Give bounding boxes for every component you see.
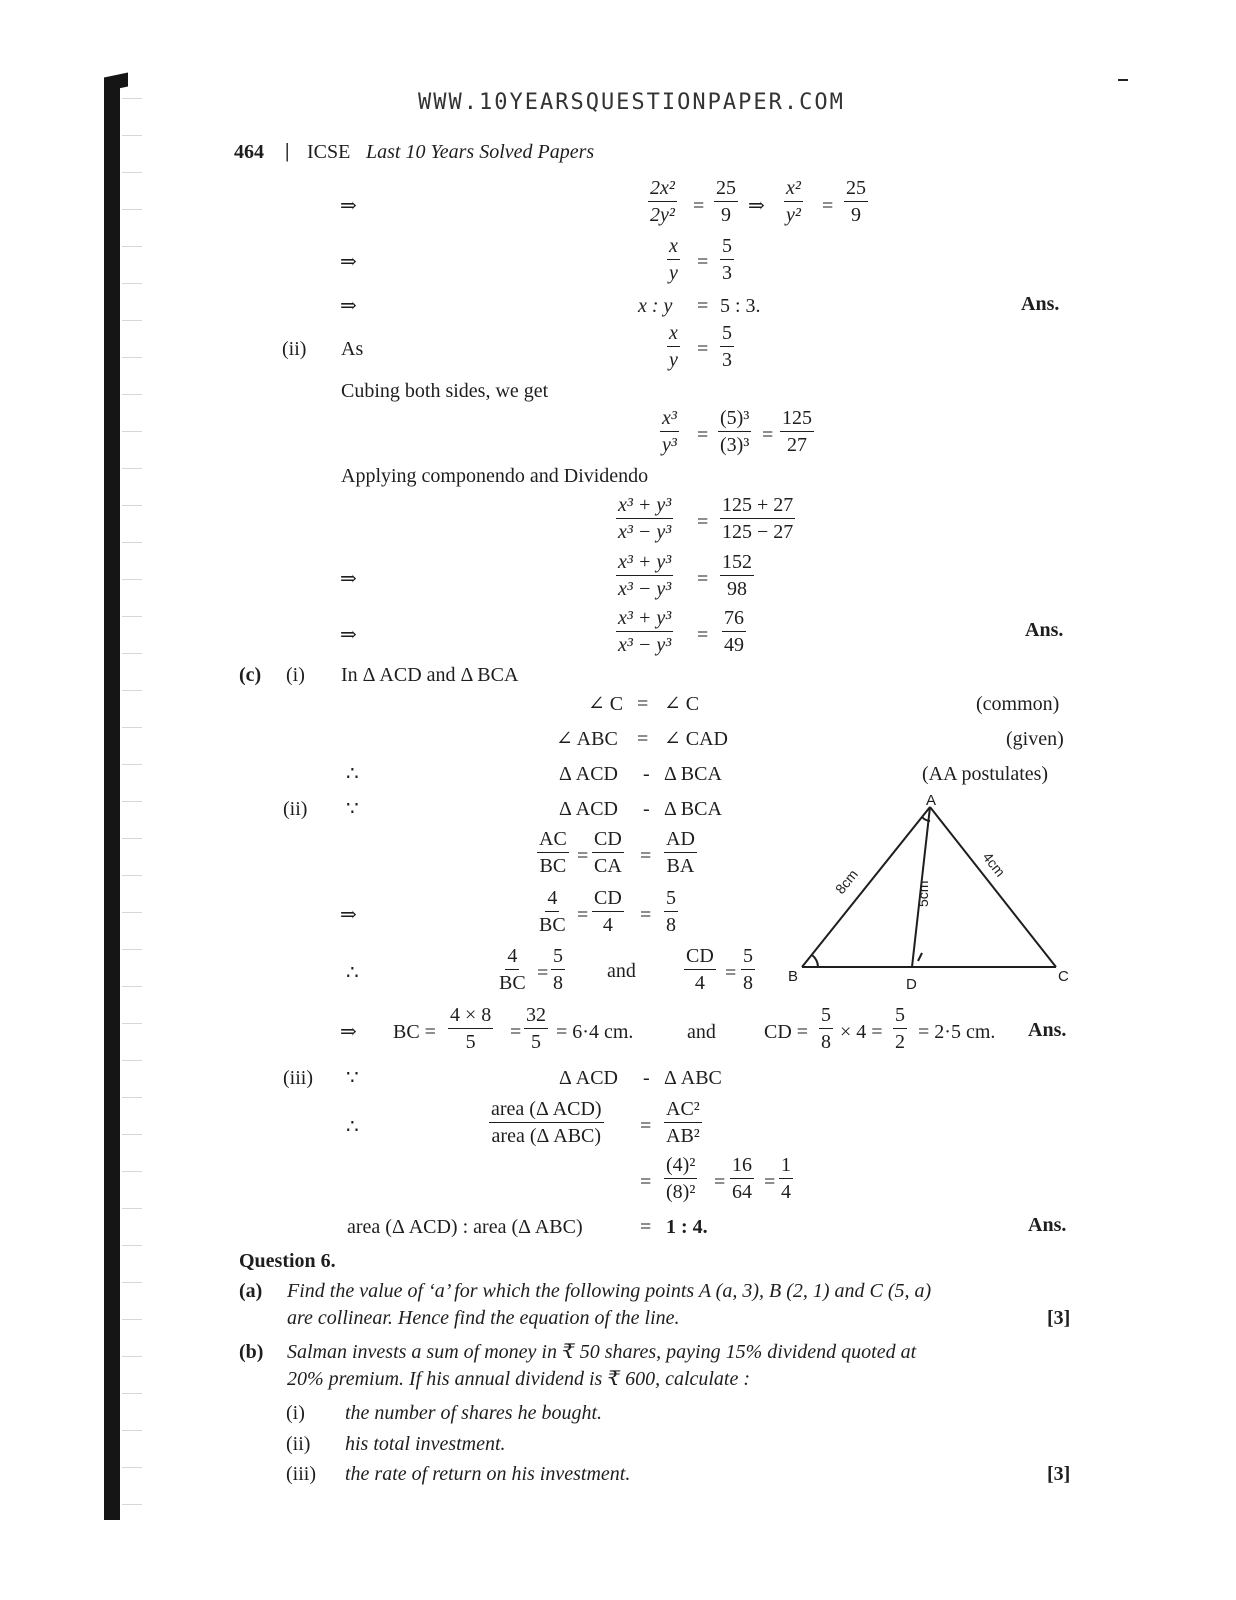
applying-text: Applying componendo and Dividendo — [341, 465, 649, 487]
equals: = — [697, 338, 709, 360]
fraction — [784, 175, 803, 228]
equals: = — [822, 195, 834, 217]
equals: = — [697, 424, 709, 446]
fraction — [718, 405, 751, 458]
cubing-text: Cubing both sides, we get — [341, 380, 549, 402]
equals: = — [637, 728, 649, 750]
equals: = — [577, 845, 589, 867]
fraction — [616, 492, 673, 545]
denominator: x³ − y³ — [618, 521, 672, 543]
similar-symbol: - — [643, 763, 650, 785]
equals: = — [764, 1171, 776, 1193]
denominator: BC — [539, 855, 567, 877]
denominator: 27 — [787, 434, 807, 456]
similar-symbol: - — [643, 798, 650, 820]
numerator: 5 — [819, 1002, 833, 1029]
denominator: BC — [499, 972, 526, 994]
vertex-c: C — [1058, 968, 1069, 985]
fraction — [497, 943, 528, 996]
denominator: 5 — [531, 1031, 541, 1053]
denominator: y³ — [662, 434, 677, 456]
denominator: 5 — [465, 1031, 476, 1053]
numerator: AC — [537, 826, 569, 853]
ratio-lhs: x : y — [638, 295, 673, 317]
fraction — [722, 605, 746, 658]
numerator: 125 + 27 — [720, 492, 795, 519]
numerator: CD — [592, 826, 624, 853]
numerator: 152 — [720, 549, 754, 576]
triangle-lhs: Δ ACD — [559, 763, 618, 785]
denominator: 2 — [895, 1031, 905, 1053]
label-ab: 8cm — [831, 866, 861, 897]
bc-result: = 6·4 cm. — [556, 1021, 634, 1043]
numerator: 32 — [524, 1002, 548, 1029]
intro-text: In Δ ACD and Δ BCA — [341, 664, 519, 686]
implies-symbol: ⇒ — [340, 624, 357, 646]
equals: = — [697, 511, 709, 533]
therefore-symbol: ∴ — [346, 1116, 359, 1138]
reason-note: (common) — [976, 693, 1060, 715]
denominator: 8 — [666, 914, 676, 936]
numerator: 16 — [730, 1152, 754, 1179]
part-label: (c) — [239, 664, 262, 686]
denominator: 2y² — [650, 204, 675, 226]
side-ab — [802, 807, 930, 967]
implies-symbol: ⇒ — [340, 904, 357, 926]
numerator: x³ + y³ — [616, 492, 673, 519]
fraction — [780, 405, 814, 458]
numerator: 4 × 8 — [448, 1002, 493, 1029]
fraction — [730, 1152, 754, 1205]
denominator: (8)² — [666, 1181, 696, 1203]
marks: [3] — [1047, 1307, 1071, 1329]
numerator: 76 — [722, 605, 746, 632]
fraction — [720, 492, 795, 545]
as-text: As — [341, 338, 364, 360]
question-text: 20% premium. If his annual dividend is ₹ 600, calculate : — [287, 1368, 751, 1390]
header-separator: | — [285, 140, 290, 162]
numerator: 4 — [505, 943, 519, 970]
implies-symbol: ⇒ — [340, 568, 357, 590]
equals: = — [762, 424, 774, 446]
fraction — [551, 943, 565, 996]
fraction — [779, 1152, 793, 1205]
denominator: 8 — [821, 1031, 831, 1053]
numerator: 2x² — [648, 175, 677, 202]
numerator: CD — [592, 885, 624, 912]
numerator: AC² — [664, 1096, 702, 1123]
numerator: 1 — [779, 1152, 793, 1179]
answer-marker: Ans. — [1028, 1214, 1067, 1236]
denominator: x³ − y³ — [618, 578, 672, 600]
part-label: (a) — [239, 1280, 263, 1302]
equals: = — [640, 1216, 652, 1238]
implies-symbol: ⇒ — [340, 1021, 357, 1043]
sub-label: (iii) — [283, 1067, 313, 1089]
equals: = — [697, 624, 709, 646]
numerator: 5 — [720, 320, 734, 347]
fraction — [664, 1152, 697, 1205]
numerator: 125 — [780, 405, 814, 432]
similar-symbol: - — [643, 1067, 650, 1089]
denominator: 3 — [722, 262, 732, 284]
equals: = — [697, 251, 709, 273]
label-ac: 4cm — [979, 848, 1009, 880]
denominator: x³ − y³ — [618, 634, 672, 656]
denominator: (3)³ — [720, 434, 750, 456]
denominator: 125 − 27 — [722, 521, 794, 543]
fraction — [741, 943, 755, 996]
answer-marker: Ans. — [1025, 619, 1064, 641]
denominator: y — [669, 262, 678, 284]
ratio-rhs: 5 : 3. — [720, 295, 761, 317]
question-text: are collinear. Hence find the equation of the line. — [287, 1307, 680, 1329]
sub-label: (ii) — [282, 338, 307, 360]
therefore-symbol: ∴ — [346, 763, 359, 785]
angle-b-mark — [812, 955, 818, 967]
fraction — [524, 1002, 548, 1055]
numerator: x — [667, 320, 680, 347]
fraction — [592, 826, 624, 879]
sub-label: (ii) — [286, 1433, 311, 1455]
equals: = — [510, 1021, 522, 1043]
fraction — [844, 175, 868, 228]
equals: = — [640, 1171, 652, 1193]
fraction — [592, 885, 624, 938]
implies-symbol: ⇒ — [340, 295, 357, 317]
denominator: y — [669, 349, 678, 371]
angle-rhs: ∠ CAD — [664, 728, 728, 750]
angle-lhs: ∠ C — [588, 693, 624, 715]
fraction — [720, 320, 734, 373]
implies-symbol: ⇒ — [340, 195, 357, 217]
equals: = — [714, 1171, 726, 1193]
denominator: 49 — [724, 634, 744, 656]
reason-note: (given) — [1006, 728, 1064, 750]
vertex-d: D — [906, 976, 917, 993]
times-text: × 4 = — [840, 1021, 883, 1043]
fraction — [660, 405, 679, 458]
implies-symbol: ⇒ — [748, 195, 765, 217]
angle-lhs: ∠ ABC — [556, 728, 618, 750]
label-ad: 5cm — [915, 880, 931, 907]
sub-label: (i) — [286, 664, 305, 686]
triangle-lhs: Δ ACD — [559, 798, 618, 820]
fraction — [537, 885, 568, 938]
fraction — [448, 1002, 493, 1055]
fraction — [819, 1002, 833, 1055]
sub-label: (iii) — [286, 1463, 316, 1485]
denominator: 4 — [694, 972, 705, 994]
equals: = — [577, 904, 589, 926]
numerator: (5)³ — [718, 405, 751, 432]
because-symbol: ∵ — [346, 798, 359, 820]
fraction — [667, 233, 680, 286]
equals: = — [640, 1115, 652, 1137]
question-text: Find the value of ‘a’ for which the following points A (a, 3), B (2, 1) and C (5, a) — [287, 1280, 932, 1302]
numerator: area (Δ ACD) — [489, 1096, 604, 1123]
and-text: and — [607, 960, 636, 982]
question-text: Salman invests a sum of money in ₹ 50 shares, paying 15% dividend quoted at — [287, 1341, 917, 1363]
numerator: AD — [664, 826, 697, 853]
equals: = — [637, 693, 649, 715]
equals: = — [640, 904, 652, 926]
equals: = — [697, 568, 709, 590]
vertex-b: B — [788, 968, 799, 985]
triangle-rhs: Δ BCA — [664, 763, 722, 785]
equals: = — [725, 962, 737, 984]
question-heading: Question 6. — [239, 1250, 336, 1272]
fraction — [664, 885, 678, 938]
fraction — [616, 549, 673, 602]
triangle-rhs: Δ BCA — [664, 798, 722, 820]
area-ratio-rhs: 1 : 4. — [666, 1216, 708, 1238]
denominator: 8 — [553, 972, 563, 994]
denominator: BA — [666, 855, 695, 877]
equals: = — [537, 962, 549, 984]
denominator: BC — [539, 914, 566, 936]
fraction — [537, 826, 569, 879]
denominator: y² — [786, 204, 801, 226]
sub-question: the rate of return on his investment. — [345, 1463, 631, 1485]
angle-rhs: ∠ C — [664, 693, 700, 715]
triangle-lhs: Δ ACD — [559, 1067, 618, 1089]
fraction — [489, 1096, 604, 1149]
fraction — [667, 320, 680, 373]
binding-edge — [104, 80, 120, 1520]
sub-label: (i) — [286, 1402, 305, 1424]
answer-marker: Ans. — [1021, 293, 1060, 315]
numerator: 25 — [714, 175, 738, 202]
equals: = — [697, 295, 709, 317]
answer-marker: Ans. — [1028, 1019, 1067, 1041]
numerator: 5 — [893, 1002, 907, 1029]
numerator: x³ + y³ — [616, 605, 673, 632]
fraction — [714, 175, 738, 228]
implies-symbol: ⇒ — [340, 251, 357, 273]
numerator: 25 — [844, 175, 868, 202]
denominator: 64 — [732, 1181, 752, 1203]
numerator: x — [667, 233, 680, 260]
fraction — [893, 1002, 907, 1055]
denominator: 4 — [781, 1181, 791, 1203]
fraction — [616, 605, 673, 658]
fraction — [664, 1096, 702, 1149]
numerator: 4 — [545, 885, 559, 912]
fraction — [664, 826, 697, 879]
sub-question: his total investment. — [345, 1433, 506, 1455]
denominator: 98 — [727, 578, 747, 600]
fraction — [720, 549, 754, 602]
numerator: (4)² — [664, 1152, 697, 1179]
equals: = — [640, 845, 652, 867]
denominator: 9 — [851, 204, 861, 226]
and-text: and — [687, 1021, 716, 1043]
numerator: 5 — [741, 943, 755, 970]
fraction — [720, 233, 734, 286]
sub-question: the number of shares he bought. — [345, 1402, 603, 1424]
denominator: 9 — [721, 204, 731, 226]
bc-label: BC = — [393, 1021, 436, 1043]
denominator: CA — [594, 855, 622, 877]
page-number: 464 — [234, 141, 264, 163]
numerator: 5 — [664, 885, 678, 912]
book-title: Last 10 Years Solved Papers — [366, 141, 595, 163]
part-label: (b) — [239, 1341, 264, 1363]
therefore-symbol: ∴ — [346, 962, 359, 984]
denominator: 8 — [743, 972, 753, 994]
sub-label: (ii) — [283, 798, 308, 820]
cd-label: CD = — [764, 1021, 809, 1043]
denominator: 4 — [602, 914, 613, 936]
scan-mark — [1118, 79, 1128, 81]
scan-noise — [122, 80, 142, 1520]
numerator: 5 — [551, 943, 565, 970]
triangle-diagram — [788, 792, 1080, 995]
watermark: WWW.10YEARSQUESTIONPAPER.COM — [418, 90, 845, 115]
side-ac — [930, 807, 1056, 967]
angle-d-mark — [918, 953, 922, 961]
cd-result: = 2·5 cm. — [918, 1021, 996, 1043]
denominator: area (Δ ABC) — [491, 1125, 602, 1147]
area-ratio-lhs: area (Δ ACD) : area (Δ ABC) — [347, 1216, 583, 1238]
fraction — [648, 175, 677, 228]
marks: [3] — [1047, 1463, 1071, 1485]
numerator: x³ — [660, 405, 679, 432]
numerator: 5 — [720, 233, 734, 260]
triangle-rhs: Δ ABC — [664, 1067, 722, 1089]
denominator: 3 — [722, 349, 732, 371]
book-prefix: ICSE — [307, 141, 351, 163]
equals: = — [693, 195, 705, 217]
numerator: CD — [684, 943, 716, 970]
numerator: x³ + y³ — [616, 549, 673, 576]
vertex-a: A — [926, 792, 937, 809]
reason-note: (AA postulates) — [922, 763, 1049, 785]
fraction — [684, 943, 716, 996]
because-symbol: ∵ — [346, 1067, 359, 1089]
denominator: AB² — [666, 1125, 700, 1147]
numerator: x² — [784, 175, 803, 202]
